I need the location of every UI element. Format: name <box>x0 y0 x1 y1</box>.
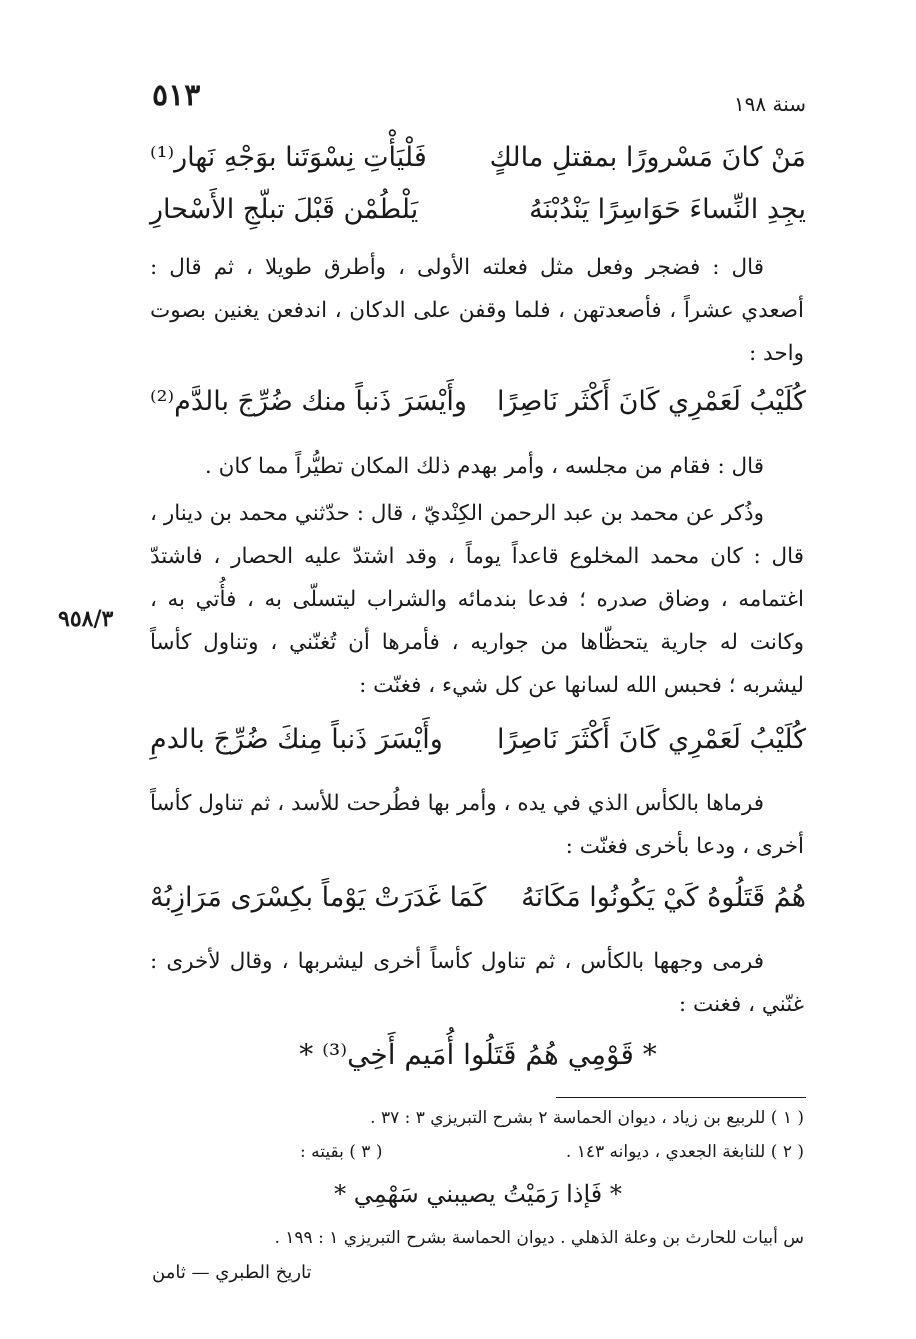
running-head-year: سنة ١٩٨ <box>733 92 806 116</box>
verse-hemistich-first: مَنْ كانَ مَسْرورًا بمقتلِ مالكٍ <box>489 142 806 173</box>
paragraph-text: فرمى وجهها بالكأس ، ثم تناول كأساً أخرى ليشربها ، وقال لأخرى : غنّني ، فغنت : <box>150 949 804 1017</box>
footnote-3: ( ٣ ) بقيته : <box>300 1142 383 1162</box>
paragraph-text: قال : فضجر وفعل مثل فعلته الأولى ، وأطرق طويلا ، ثم قال : أصعدي عشراً ، فأصعدتهن ، فلما وقفن على الدكان ، اندفعن يغنين بصوت واحد : <box>150 255 804 366</box>
paragraph-3 <box>150 492 804 707</box>
verse-hemistich-second: فَلْيَأْتِ نِسْوَتَنا بوَجْهِ نَهار⁽¹⁾ <box>150 142 427 173</box>
verse-line-5 <box>150 878 806 918</box>
paragraph-2 <box>150 445 804 488</box>
margin-reference: ٩٥٨/٣ <box>58 606 114 632</box>
verse-hemistich-first: كُلَيْبُ لَعَمْرِي كَانَ أَكْثَرَ نَاصِرًا <box>496 724 806 755</box>
verse-hemistich-first: كُلَيْبُ لَعَمْرِي كَانَ أَكْثَر نَاصِرًا <box>496 386 806 417</box>
verse-line-3 <box>150 382 806 422</box>
paragraph-text: قال : فقام من مجلسه ، وأمر بهدم ذلك المكان تطيُّراً مما كان . <box>204 454 764 479</box>
footnote-row-2 <box>300 1142 804 1162</box>
footnote-divider <box>556 1097 806 1098</box>
signature-mark: تاريخ الطبري — ثامن <box>152 1262 312 1283</box>
verse-hemistich-second: يَلْطُمْن قَبْلَ تبلّجِ الأَسْحارِ <box>150 194 419 225</box>
verse-line-2 <box>150 190 806 230</box>
paragraph-4 <box>150 782 804 868</box>
verse-hemistich-second: وأَيْسَرَ ذَنباً مِنكَ ضُرِّجَ بالدمِ <box>150 724 443 755</box>
verse-line-6: * قَوْمِي هُمُ قَتَلُوا أُمَيم أَخِي⁽³⁾ * <box>299 1038 657 1071</box>
verse-line-4 <box>150 720 806 760</box>
verse-hemistich-second: كَمَا غَدَرَتْ يَوْماً بكِسْرَى مَرَازِبُهْ <box>150 882 487 913</box>
paragraph-1 <box>150 246 804 375</box>
footnote-verse: * فَإذا رَمَيْتُ يصيبني سَهْمِي * <box>334 1180 622 1208</box>
verse-hemistich-first: يجِدِ النِّساءَ حَوَاسِرًا يَنْدُبْنَهُ <box>529 194 806 225</box>
page-number: ٥١٣ <box>152 78 201 113</box>
footnote-1: ( ١ ) للربيع بن زياد ، ديوان الحماسة ٢ بشرح التبريزي ٣ : ٣٧ . <box>370 1108 804 1128</box>
paragraph-5 <box>150 940 804 1026</box>
paragraph-text: فرماها بالكأس الذي في يده ، وأمر بها فطُرحت للأسد ، ثم تناول كأساً أخرى ، ودعا بأخرى فغنّت : <box>150 791 804 859</box>
verse-line-1 <box>150 138 806 178</box>
footnote-source: س أبيات للحارث بن وعلة الذهلي . ديوان الحماسة بشرح التبريزي ١ : ١٩٩ . <box>274 1228 804 1248</box>
verse-hemistich-first: هُمُ قَتَلُوهُ كَيْ يَكُونُوا مَكَانَهُ <box>521 882 806 913</box>
paragraph-text: وذُكر عن محمد بن عبد الرحمن الكِنْديّ ، قال : حدّثني محمد بن دينار ، قال : كان محمد المخلوع قاعداً يوماً ، وقد اشتدّ عليه الحصار ، فاشتدّ اغتمامه ، وضاق صدره ؛ فدعا بندمائه والشراب ليتسلّى به ، فأُتي به ، وكانت له جارية يتحظّاها من جواريه ، فأمرها أن تُغنّني ، وتناول كأساً ليشربه ؛ فحبس الله لسانها عن كل شيء ، فغنّت : <box>150 501 804 698</box>
footnote-2: ( ٢ ) للنابغة الجعدي ، ديوانه ١٤٣ . <box>565 1142 804 1162</box>
verse-hemistich-second: وأَيْسَرَ ذَنباً منك ضُرِّجَ بالدَّم⁽²⁾ <box>150 386 467 417</box>
